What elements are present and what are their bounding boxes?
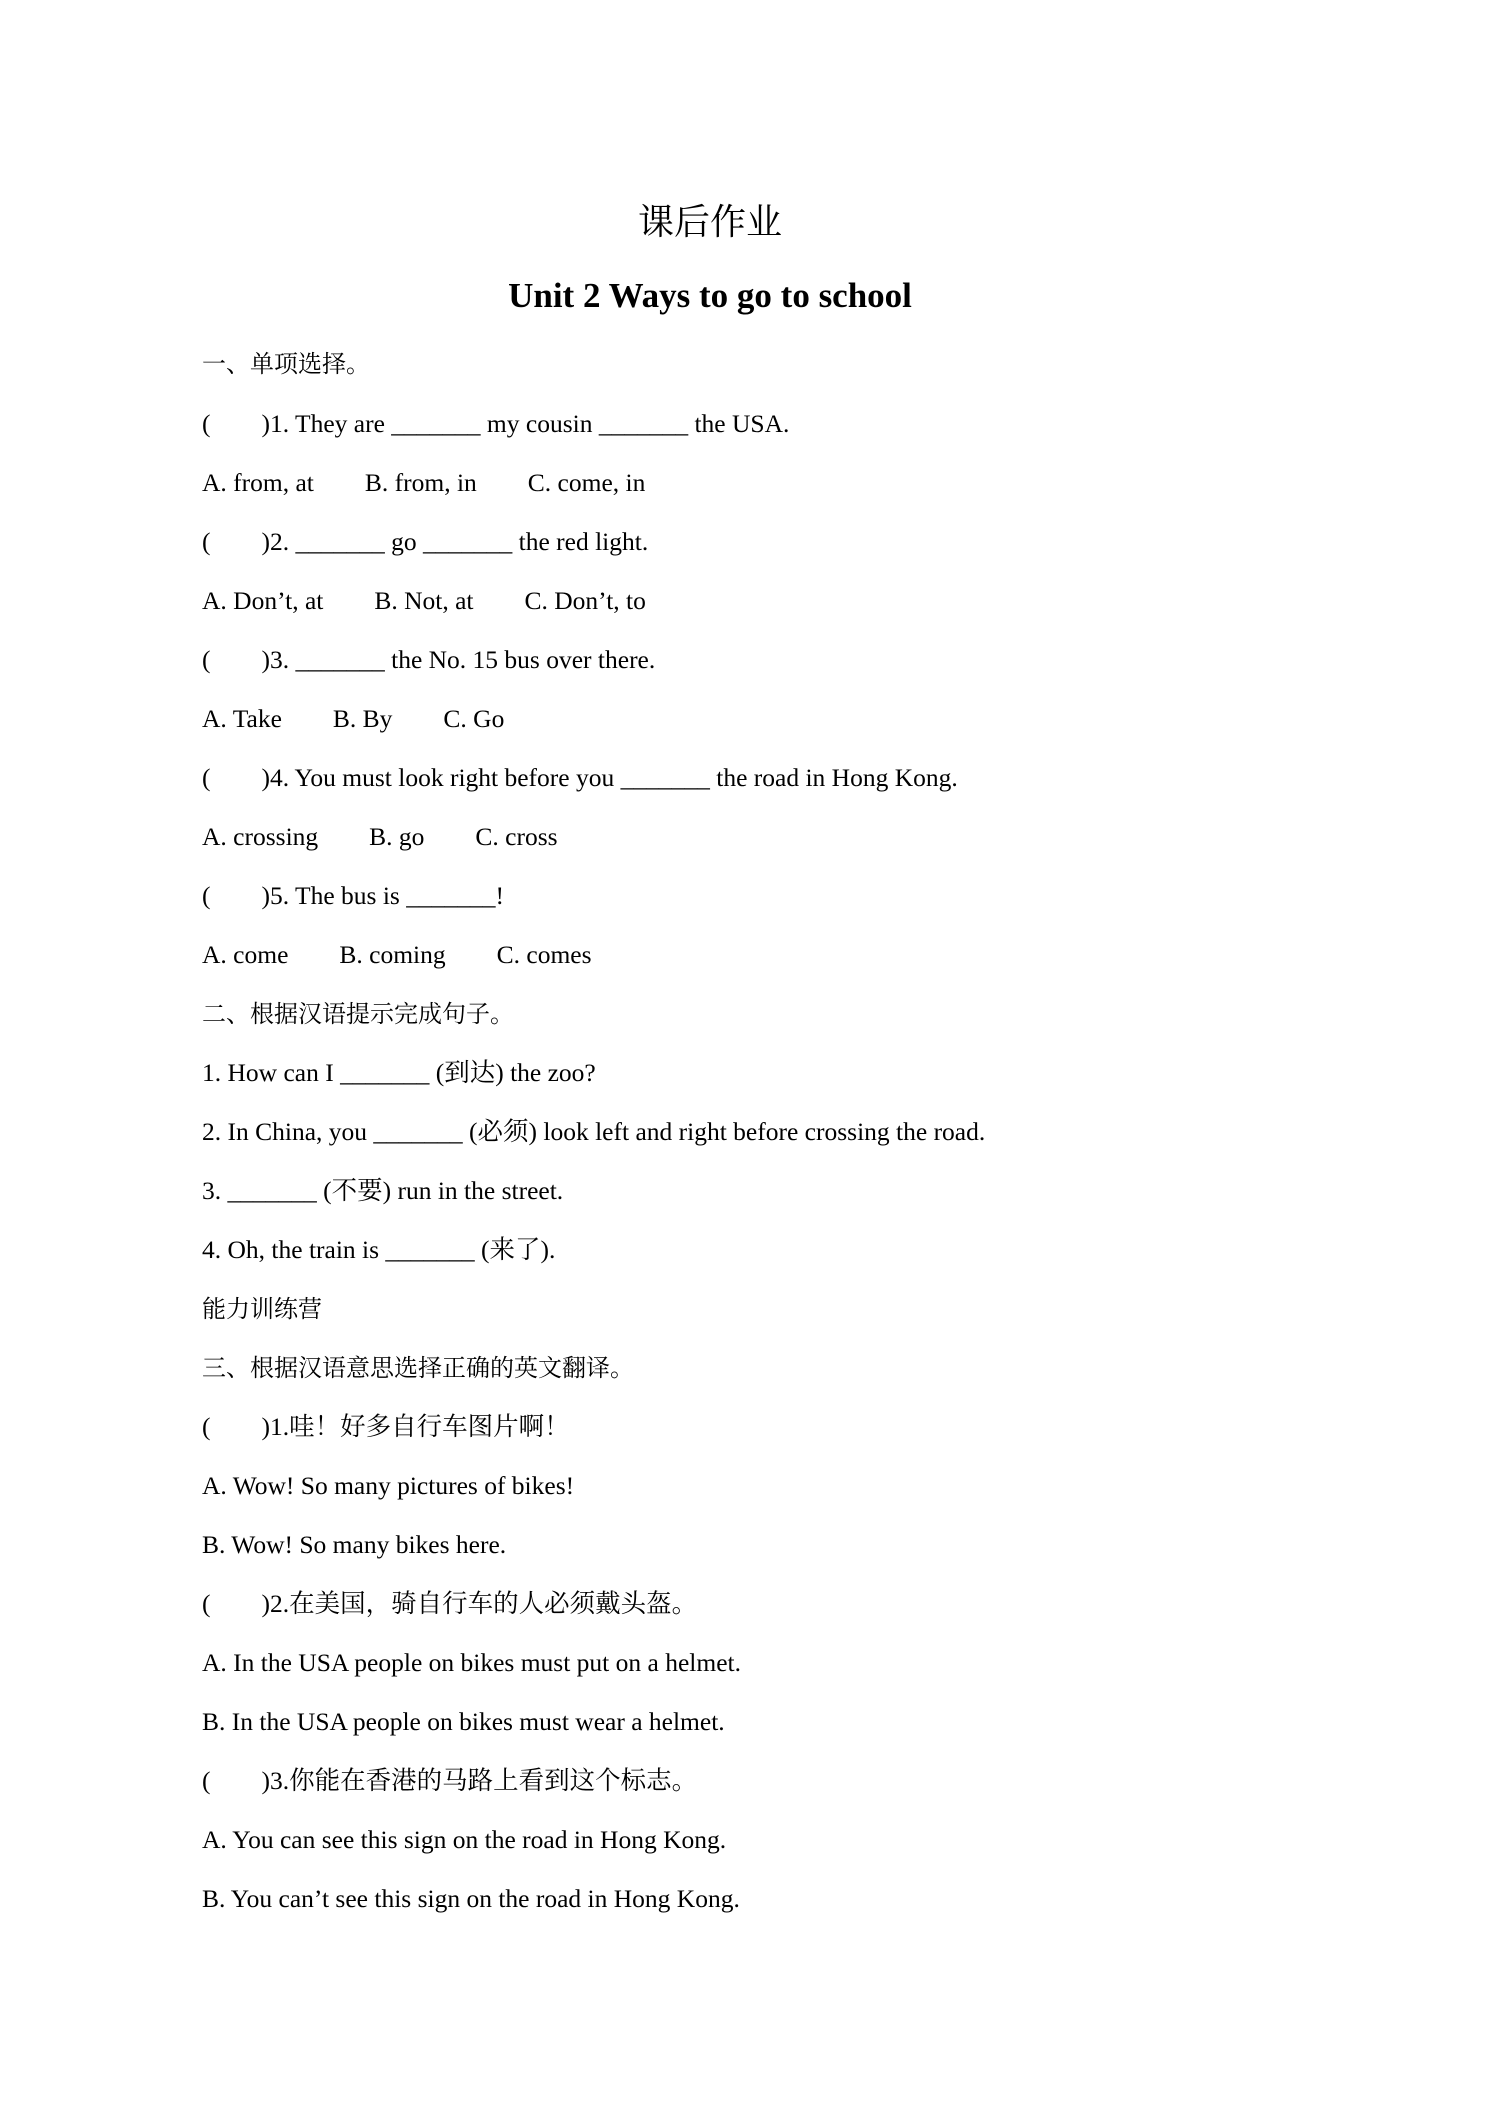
- section-heading-3: 三、根据汉语意思选择正确的英文翻译。: [202, 1354, 634, 1382]
- option-3-3-a: A. You can see this sign on the road in Hong Kong.: [202, 1825, 727, 1854]
- option-3-2-b: B. In the USA people on bikes must wear a helmet.: [202, 1707, 725, 1736]
- training-heading: 能力训练营: [202, 1295, 322, 1323]
- question-3-2: ( )2.在美国，骑自行车的人必须戴头盔。: [202, 1589, 698, 1618]
- question-1-4: ( )4. You must look right before you _______ the road in Hong Kong.: [202, 763, 958, 792]
- options-1-5: A. come B. coming C. comes: [202, 940, 592, 969]
- option-3-3-b: B. You can’t see this sign on the road in Hong Kong.: [202, 1884, 740, 1913]
- unit-title: Unit 2 Ways to go to school: [508, 276, 912, 315]
- section-heading-2: 二、根据汉语提示完成句子。: [202, 1000, 514, 1028]
- option-3-1-a: A. Wow! So many pictures of bikes!: [202, 1471, 575, 1500]
- question-1-1: ( )1. They are _______ my cousin _______ the USA.: [202, 409, 790, 438]
- question-3-3: ( )3.你能在香港的马路上看到这个标志。: [202, 1766, 698, 1795]
- question-2-4: 4. Oh, the train is _______ (来了).: [202, 1235, 556, 1264]
- option-3-1-b: B. Wow! So many bikes here.: [202, 1530, 507, 1559]
- question-3-1: ( )1.哇！好多自行车图片啊！: [202, 1412, 570, 1441]
- options-1-3: A. Take B. By C. Go: [202, 704, 505, 733]
- section-heading-1: 一、单项选择。: [202, 350, 370, 378]
- question-2-2: 2. In China, you _______ (必须) look left and right before crossing the road.: [202, 1117, 986, 1146]
- question-2-1: 1. How can I _______ (到达) the zoo?: [202, 1058, 596, 1087]
- page-title: 课后作业: [637, 202, 782, 243]
- options-1-1: A. from, at B. from, in C. come, in: [202, 468, 646, 497]
- option-3-2-a: A. In the USA people on bikes must put on a helmet.: [202, 1648, 741, 1677]
- options-1-4: A. crossing B. go C. cross: [202, 822, 558, 851]
- options-1-2: A. Don’t, at B. Not, at C. Don’t, to: [202, 586, 646, 615]
- question-1-3: ( )3. _______ the No. 15 bus over there.: [202, 645, 656, 674]
- question-1-5: ( )5. The bus is _______!: [202, 881, 504, 910]
- question-1-2: ( )2. _______ go _______ the red light.: [202, 527, 649, 556]
- question-2-3: 3. _______ (不要) run in the street.: [202, 1176, 564, 1205]
